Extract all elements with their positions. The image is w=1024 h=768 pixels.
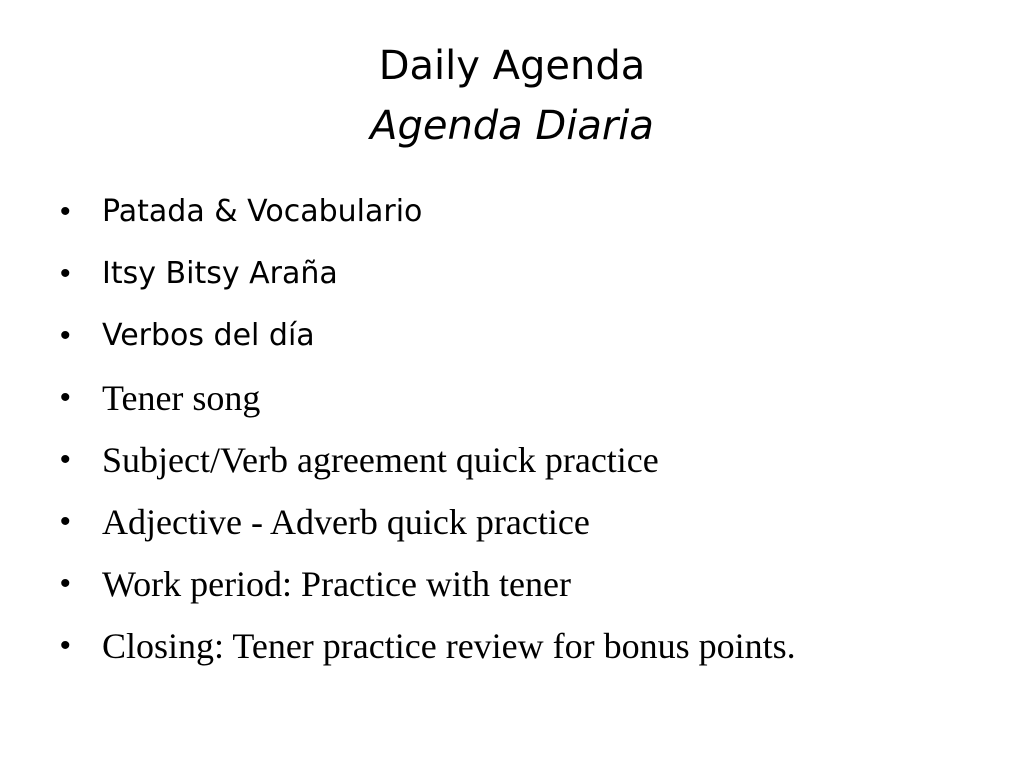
agenda-item-adjective-adverb-practice bbox=[60, 493, 1000, 555]
agenda-item-tener-song bbox=[60, 369, 1000, 431]
agenda-item-text: Closing: Tener practice review for bonus points. bbox=[102, 626, 796, 666]
slide-title: Daily Agenda bbox=[378, 43, 646, 89]
agenda-item-itsy-bitsy-arana bbox=[60, 245, 1000, 307]
slide-title-block bbox=[0, 36, 1024, 156]
agenda-item-text: Subject/Verb agreement quick practice bbox=[102, 440, 659, 480]
bullet-icon: • bbox=[60, 381, 71, 414]
slide-subtitle: Agenda Diaria bbox=[370, 103, 654, 149]
agenda-item-closing bbox=[60, 617, 1000, 679]
bullet-icon: • bbox=[60, 505, 71, 538]
agenda-item-text: Itsy Bitsy Araña bbox=[102, 256, 338, 291]
bullet-icon: • bbox=[60, 319, 71, 352]
agenda-item-text: Patada & Vocabulario bbox=[102, 194, 423, 229]
agenda-item-text: Tener song bbox=[102, 378, 261, 418]
agenda-item-verbos-del-dia bbox=[60, 307, 1000, 369]
bullet-icon: • bbox=[60, 629, 71, 662]
agenda-item-subject-verb-practice bbox=[60, 431, 1000, 493]
agenda-item-text: Adjective - Adverb quick practice bbox=[102, 502, 590, 542]
bullet-icon: • bbox=[60, 257, 71, 290]
agenda-item-text: Work period: Practice with tener bbox=[102, 564, 571, 604]
bullet-icon: • bbox=[60, 443, 71, 476]
bullet-icon: • bbox=[60, 567, 71, 600]
agenda-item-patada-vocabulario bbox=[60, 183, 1000, 245]
agenda-item-text: Verbos del día bbox=[102, 318, 315, 353]
bullet-icon: • bbox=[60, 195, 71, 228]
agenda-item-work-period bbox=[60, 555, 1000, 617]
agenda-list bbox=[60, 183, 1000, 679]
